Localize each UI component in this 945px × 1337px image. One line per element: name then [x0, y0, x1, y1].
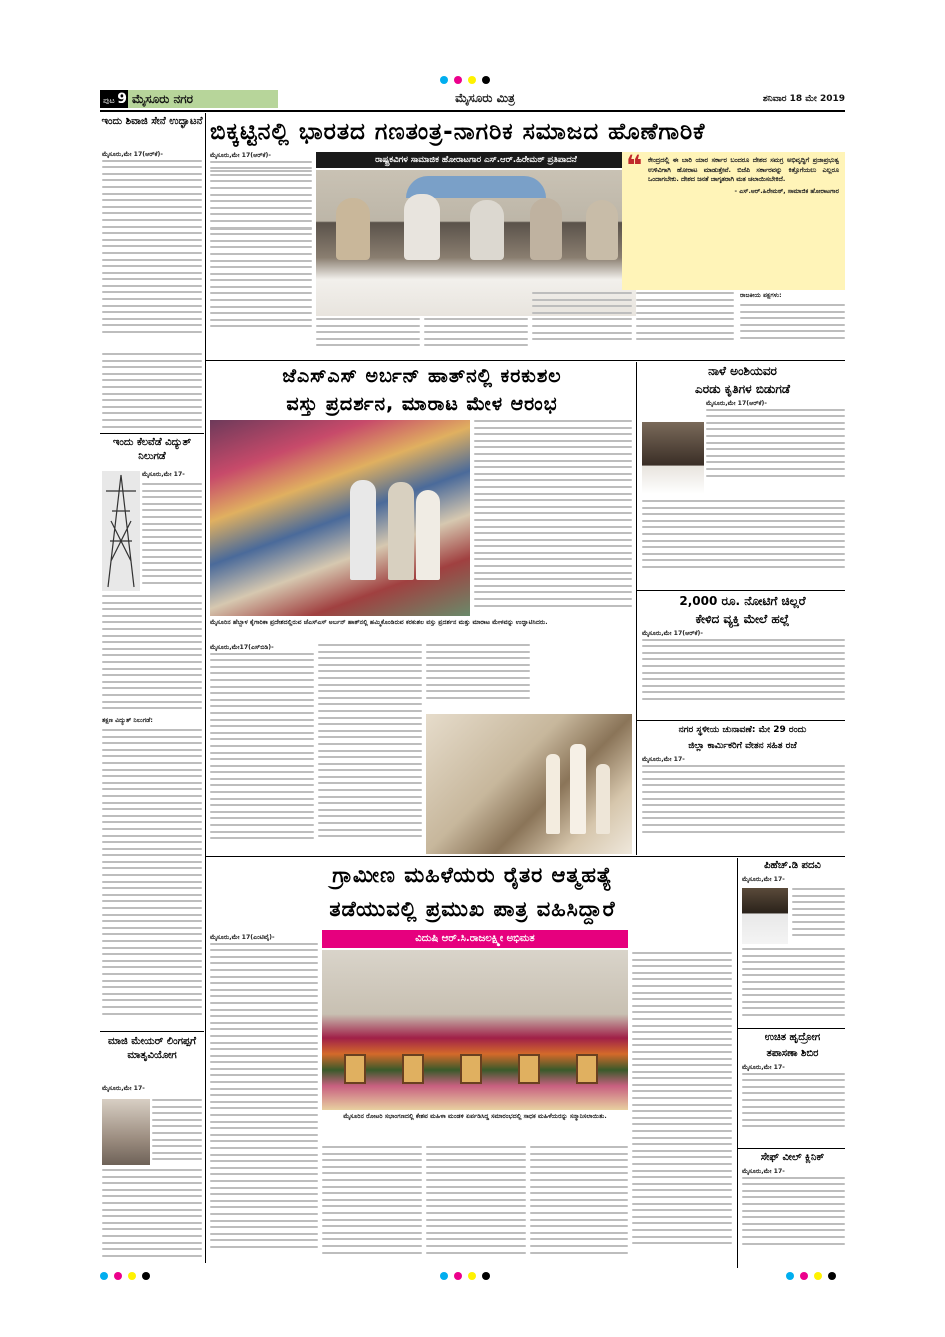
reg-yellow-dot — [468, 1272, 476, 1280]
paper-name: ಮೈಸೂರು ಮಿತ್ರ — [455, 91, 515, 105]
left-rule-2 — [100, 1031, 204, 1032]
power-tower-photo — [102, 471, 140, 591]
mid-bottom-rule — [206, 856, 845, 857]
women-headline-2: ತಡೆಯುವಲ್ಲಿ ಪ್ರಮುಖ ಪಾತ್ರ ವಹಿಸಿದ್ದಾರೆ — [329, 897, 616, 921]
masthead-rule — [100, 110, 845, 112]
note-headline-2: ಕೇಳಿದ ವ್ಯಕ್ತಿ ಮೇಲೆ ಹಲ್ಲೆ — [695, 612, 790, 626]
craft-figurine-1 — [546, 754, 560, 834]
jss-text-lines-3 — [318, 644, 422, 854]
reg-magenta-dot — [454, 76, 462, 84]
shivaji-dateline: ಮೈಸೂರು,ಮೇ 17(ಆರ್‌ಕೆ)- — [102, 151, 163, 158]
jss-text-lines-1 — [474, 420, 632, 616]
jss-text-lines-2 — [210, 653, 314, 840]
lead-text-lines-8 — [740, 304, 845, 358]
civic-text-lines — [642, 765, 845, 833]
note-dateline: ಮೈಸೂರು,ಮೇ 17(ಆರ್‌ಕೆ)- — [642, 630, 703, 637]
lead-text-lines-7 — [636, 292, 734, 358]
women-award-photo — [322, 950, 628, 1110]
jss-dateline: ಮೈಸೂರು,ಮೇ17(ಎಸ್‌ಬಿಡಿ)- — [210, 644, 274, 651]
books-headline-1: ನಾಳೆ ಅಂಶಿಯವರ — [708, 364, 777, 378]
heart-body — [742, 1064, 845, 1146]
power-dateline: ಮೈಸೂರು,ಮೇ 17- — [142, 471, 185, 478]
reg-magenta-dot — [454, 1272, 462, 1280]
jss-craft-photo-2 — [426, 714, 632, 854]
safe-text-lines — [742, 1177, 845, 1245]
mayor-text-lines-2 — [102, 1169, 202, 1263]
quote-mark-icon: ❝ — [626, 152, 643, 174]
power-text-lines-2 — [102, 595, 202, 715]
page-label: ಪುಟ — [103, 96, 115, 105]
award-plaque-4 — [518, 1054, 540, 1084]
civic-headline-1: ನಗರ ಸ್ಥಳೀಯ ಚುನಾವಣೆ: ಮೇ 29 ರಂದು — [678, 725, 807, 735]
lead-photo-person-4 — [530, 198, 562, 260]
lead-text-lines-5 — [424, 318, 528, 358]
note-headline-1: 2,000 ರೂ. ನೋಟಿಗೆ ಚಿಲ್ಲರೆ — [679, 594, 806, 608]
reg-black-dot — [828, 1272, 836, 1280]
reg-yellow-dot — [128, 1272, 136, 1280]
reg-yellow-dot — [468, 76, 476, 84]
shivaji-text-lines-2 — [102, 353, 202, 431]
safe-headline: ಸೇಫ್ ವೀಲ್ ಕ್ಲಿನಿಕ್ — [760, 1152, 825, 1163]
reg-magenta-dot — [114, 1272, 122, 1280]
books-author-photo — [642, 422, 704, 494]
jss-body-col-1 — [210, 644, 314, 854]
tower-icon — [102, 471, 140, 591]
lead-photo-person-1 — [336, 198, 370, 260]
craft-figurine-2 — [570, 744, 586, 834]
lead-text-lines-4 — [316, 318, 420, 358]
bottom-right-divider — [737, 858, 738, 1268]
lead-headline: ಬಿಕ್ಕಟ್ಟಿನಲ್ಲಿ ಭಾರತದ ಗಣತಂತ್ರ-ನಾಗರಿಕ ಸಮಾಜದ ಹೊಣೆಗಾರಿಕೆ — [210, 119, 706, 145]
safe-dateline: ಮೈಸೂರು,ಮೇ 17- — [742, 1168, 785, 1175]
women-text-lines-3 — [322, 1146, 422, 1268]
reg-yellow-dot — [814, 1272, 822, 1280]
left-rule-1 — [100, 433, 204, 434]
registration-marks-top — [440, 76, 500, 86]
reg-cyan-dot — [786, 1272, 794, 1280]
reg-cyan-dot — [100, 1272, 108, 1280]
jss-text-lines-4 — [426, 644, 530, 710]
women-banner: ವಿದುಷಿ ಆರ್.ಸಿ.ರಾಜಲಕ್ಷ್ಮೀ ಅಭಿಮತ — [322, 930, 628, 948]
registration-marks-left — [100, 1272, 160, 1282]
note-bottom-rule — [637, 720, 845, 721]
lead-photo-person-5 — [586, 200, 618, 260]
phd-bottom-rule — [738, 1028, 845, 1029]
jss-handicraft-photo — [210, 420, 470, 616]
masthead — [100, 88, 845, 110]
safe-body — [742, 1168, 845, 1268]
mayor-headline: ಮಾಜಿ ಮೇಯರ್ ಲಿಂಗಪ್ಪಗೆ ಮಾತೃವಿಯೋಗ — [108, 1036, 196, 1061]
award-plaque-5 — [576, 1054, 598, 1084]
craft-figurine-3 — [596, 764, 610, 834]
page-number-badge — [100, 90, 128, 108]
lead-bottom-rule — [206, 360, 845, 361]
reg-black-dot — [142, 1272, 150, 1280]
power-headline: ಇಂದು ಕೆಲವೆಡೆ ವಿದ್ಯುತ್ ನಿಲುಗಡೆ — [112, 437, 192, 462]
left-col-divider — [205, 113, 206, 1263]
lead-quote-text: ಕೇಂದ್ರದಲ್ಲಿ ಈ ಬಾರಿ ಯಾರ ಸರ್ಕಾರ ಬಂದರೂ ದೇಶದ ಸಮಗ್ರ ಅಭಿವೃದ್ಧಿಗೆ ಪ್ರಜಾಪ್ರಭುತ್ವ ಉಳಿವಿಗಾಗಿ ಹೋರಾಟ ಮಾಡುತ್ತೇವೆ. ಬಿಜೆಪಿ ಸರ್ಕಾರವನ್ನು ಕಿತ್ತೊಗೆಯಲು ಎಲ್ಲರೂ ಒಂದಾಗಬೇಕು. ದೇಶದ ಜನತೆ ಜಾಗೃತರಾಗಿ ಮತ ಚಲಾಯಿಸಬೇಕಿದೆ. — [648, 156, 839, 184]
jss-photo-visitor-2 — [388, 482, 414, 580]
lead-quote-box — [622, 152, 845, 290]
lead-photo-person-2 — [404, 194, 440, 260]
civic-body — [642, 756, 845, 854]
mayor-dateline: ಮೈಸೂರು,ಮೇ 17- — [102, 1085, 145, 1092]
heart-text-lines — [742, 1073, 845, 1128]
power-text-lines-3 — [102, 729, 202, 1029]
books-headline-2: ಎರಡು ಕೃತಿಗಳ ಬಿಡುಗಡೆ — [695, 382, 790, 396]
reg-black-dot — [482, 76, 490, 84]
page-number: 9 — [117, 91, 128, 107]
mayor-mother-photo — [102, 1099, 150, 1165]
civic-headline-2: ಜಿಲ್ಲಾ ಕಾರ್ಮಿಕರಿಗೆ ವೇತನ ಸಹಿತ ರಜೆ — [688, 741, 797, 751]
women-body-col-1 — [210, 934, 318, 1268]
phd-text-lines-2 — [742, 948, 845, 1026]
books-bottom-rule — [637, 590, 845, 591]
shivaji-body — [102, 151, 202, 351]
lead-photo-person-3 — [470, 200, 504, 260]
phd-headline: ಪಿಹೆಚ್.ಡಿ ಪದವಿ — [764, 860, 821, 871]
reg-black-dot — [482, 1272, 490, 1280]
rajakeeya-label: ರಾಜಕೀಯ ಪಕ್ಷಗಳು: — [740, 292, 782, 299]
registration-marks-right — [786, 1272, 846, 1282]
note-body — [642, 630, 845, 718]
power-text-lines — [142, 483, 202, 591]
phd-text-lines-1 — [792, 888, 845, 944]
award-plaque-1 — [344, 1054, 366, 1084]
jss-headline-1: ಜೆಎಸ್‌ಎಸ್ ಅರ್ಬನ್ ಹಾತ್‌ನಲ್ಲಿ ಕರಕುಶಲ — [282, 365, 562, 387]
books-body — [706, 400, 845, 500]
award-plaque-2 — [402, 1054, 424, 1084]
date: ಶನಿವಾರ 18 ಮೇ 2019 — [762, 94, 845, 104]
women-text-lines-1 — [210, 943, 318, 1248]
shivaji-text-lines — [102, 160, 202, 333]
tatkal-label: ತಕ್ಷಣ ವಿದ್ಯುತ್ ನಿಲುಗಡೆ: — [102, 717, 153, 724]
lead-subhead: ರಾಷ್ಟ್ರಕವಿಗಳ ಸಾಮಾಜಿಕ ಹೋರಾಟಗಾರ ಎಸ್.ಆರ್.ಹಿರೇಮಠ್ ಪ್ರತಿಪಾದನೆ — [316, 152, 636, 168]
women-text-lines-2 — [632, 952, 732, 1268]
heart-headline-2: ತಪಾಸಣಾ ಶಿಬಿರ — [766, 1048, 819, 1059]
women-photo-caption: ಮೈಸೂರಿನ ರೋಟರಿ ಸಭಾಂಗಣದಲ್ಲಿ ಕೇಶವ ಮಹಿಳಾ ಮಂಡಳಿ ಏರ್ಪಡಿಸಿದ್ದ ಸಮಾರಂಭದಲ್ಲಿ ಸಾಧಕ ಮಹಿಳೆಯರನ್ನು ಸನ್ಮಾನಿಸಲಾಯಿತು. — [343, 1113, 607, 1120]
books-text-lines-1 — [706, 409, 845, 477]
reg-magenta-dot — [800, 1272, 808, 1280]
note-text-lines — [642, 639, 845, 700]
civic-dateline: ಮೈಸೂರು,ಮೇ 17- — [642, 756, 685, 763]
lead-dateline: ಮೈಸೂರು,ಮೇ 17(ಆರ್‌ಕೆ)- — [210, 152, 271, 159]
reg-cyan-dot — [440, 1272, 448, 1280]
heart-headline-1: ಉಚಿತ ಹೃದ್ರೋಗ — [764, 1032, 821, 1043]
women-text-lines-4 — [426, 1146, 526, 1268]
jss-right-divider — [636, 362, 637, 855]
jss-photo-caption: ಮೈಸೂರಿನ ಹೆಬ್ಬಾಳ ಕೈಗಾರಿಕಾ ಪ್ರದೇಶದಲ್ಲಿರುವ ಜೆಎಸ್‌ಎಸ್ ಅರ್ಬನ್ ಹಾತ್‌ನಲ್ಲಿ ಹಮ್ಮಿಕೊಂಡಿರುವ ಕರಕುಶಲ ವಸ್ತು ಪ್ರದರ್ಶನ ಮತ್ತು ಮಾರಾಟ ಮೇಳವನ್ನು ಉದ್ಘಾಟಿಸಿದರು. — [210, 619, 548, 626]
books-dateline: ಮೈಸೂರು,ಮೇ 17(ಆರ್‌ಕೆ)- — [706, 400, 767, 407]
jss-photo-visitor-1 — [350, 480, 376, 580]
women-headline-1: ಗ್ರಾಮೀಣ ಮಹಿಳೆಯರು ರೈತರ ಆತ್ಮಹತ್ಯೆ — [332, 863, 613, 887]
left-column — [100, 113, 204, 1263]
reg-cyan-dot — [440, 76, 448, 84]
registration-marks-center — [440, 1272, 500, 1282]
jss-headline-2: ವಸ್ತು ಪ್ರದರ್ಶನ, ಮಾರಾಟ ಮೇಳ ಆರಂಭ — [286, 393, 558, 415]
shivaji-headline: ಇಂದು ಶಿವಾಜಿ ಸೇನೆ ಉದ್ಘಾಟನೆ — [101, 116, 203, 127]
lead-text-lines-6 — [532, 292, 632, 358]
women-text-lines-5 — [530, 1146, 628, 1268]
lead-text-lines-3 — [210, 228, 312, 338]
phd-dateline: ಮೈಸೂರು,ಮೇ 17- — [742, 876, 785, 883]
books-text-lines-2 — [642, 500, 845, 588]
jss-photo-visitor-3 — [416, 490, 440, 580]
women-dateline: ಮೈಸೂರು,ಮೇ 17(ಎಂಟಿವೈ)- — [210, 934, 275, 941]
lead-quote-by: - ಎಸ್.ಆರ್.ಹಿರೇಮಠ್, ಸಾಮಾಜಿಕ ಹೋರಾಟಗಾರ — [734, 187, 839, 195]
heart-bottom-rule — [738, 1148, 845, 1149]
section-label: ಮೈಸೂರು ನಗರ — [128, 90, 278, 108]
award-plaque-3 — [460, 1054, 482, 1084]
phd-recipient-photo — [742, 888, 788, 944]
mayor-text-lines — [152, 1099, 202, 1165]
heart-dateline: ಮೈಸೂರು,ಮೇ 17- — [742, 1064, 785, 1071]
